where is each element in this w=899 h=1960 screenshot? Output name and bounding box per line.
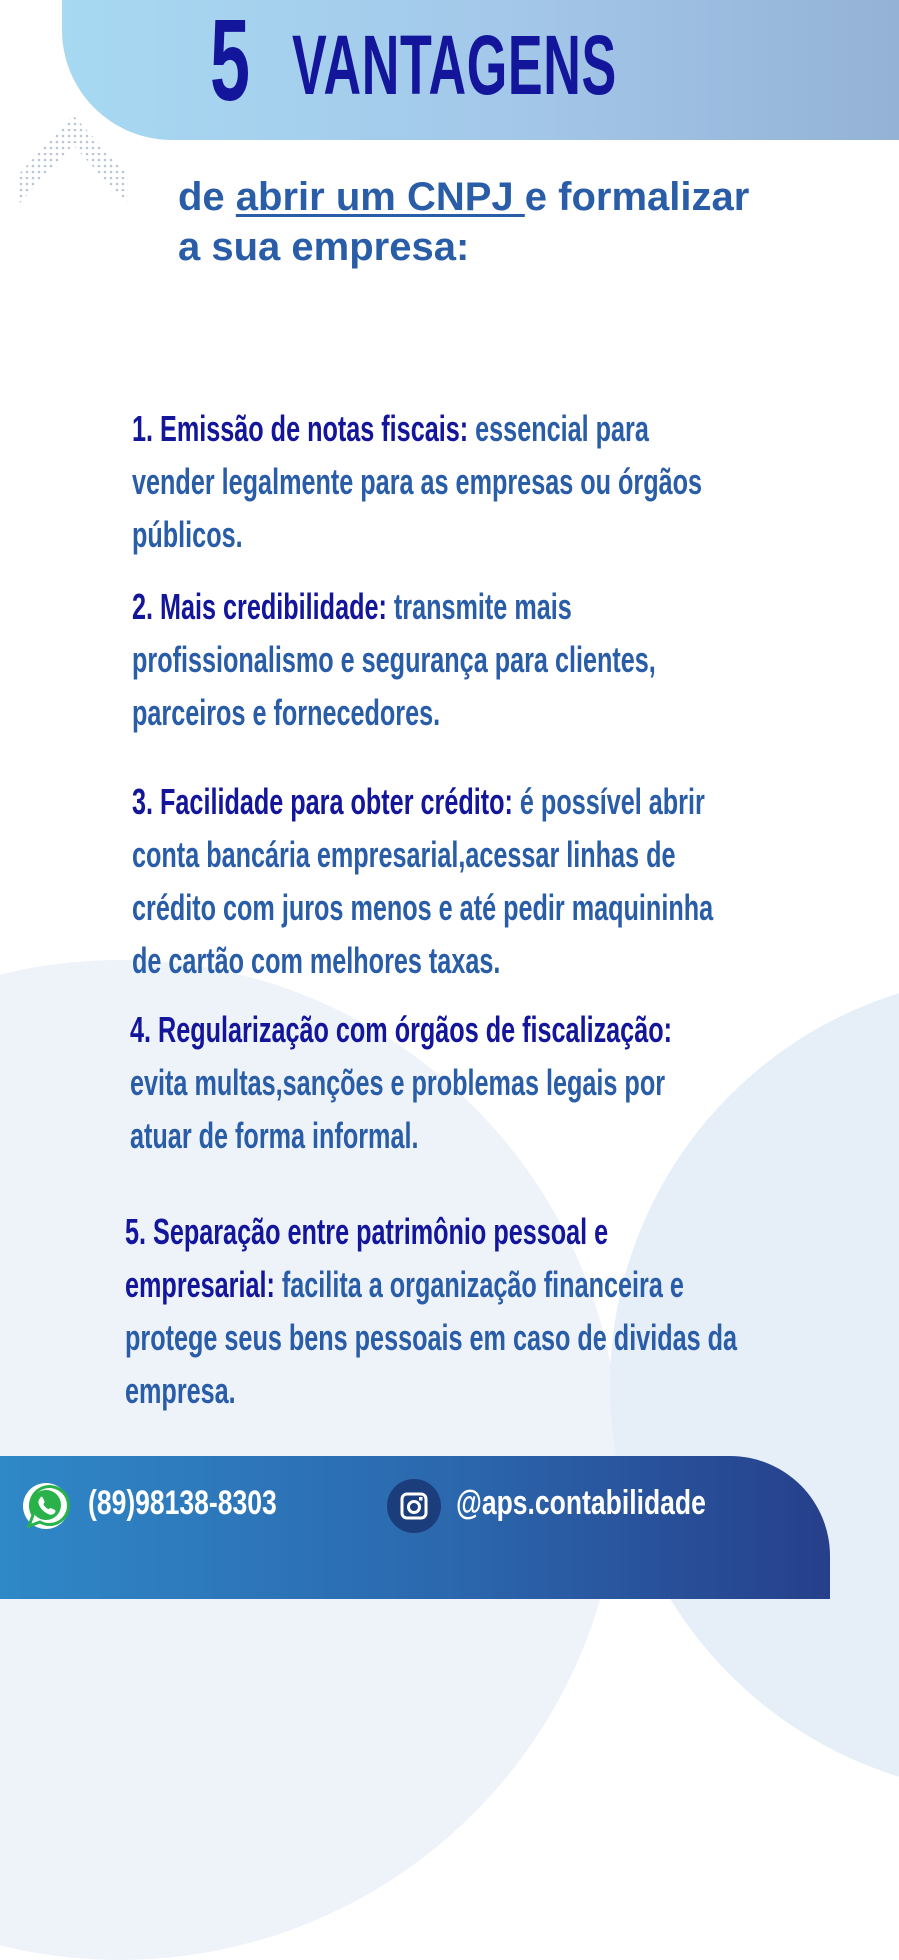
subtitle-text-before: de (178, 175, 236, 219)
item-text: evita multas,sanções e problemas legais por (130, 1062, 666, 1103)
item-text: parceiros e fornecedores. (132, 692, 441, 733)
item-text: conta bancária empresarial,acessar linhas de (132, 834, 676, 875)
subtitle-line2: a sua empresa: (178, 225, 470, 269)
advantage-item-3 (132, 775, 713, 987)
item-text: facilita a organização financeira e (274, 1264, 684, 1305)
item-text: empresa. (125, 1370, 236, 1411)
item-text: profissionalismo e segurança para clientes, (132, 639, 656, 680)
instagram-icon-badge[interactable] (387, 1479, 441, 1533)
instagram-handle[interactable]: @aps.contabilidade (456, 1484, 706, 1522)
subtitle-text-after: e formalizar (524, 175, 750, 219)
phone-number[interactable]: (89)98138-8303 (88, 1484, 277, 1522)
whatsapp-icon[interactable] (20, 1480, 72, 1532)
advantage-item-1 (132, 402, 702, 561)
instagram-icon[interactable] (387, 1479, 441, 1533)
item-text: é possível abrir (512, 781, 705, 822)
item-text: de cartão com melhores taxas. (132, 940, 501, 981)
item-lead: 2. Mais credibilidade: (132, 586, 387, 627)
item-text: protege seus bens pessoais em caso de dividas da (125, 1317, 738, 1358)
item-text: essencial para (468, 408, 649, 449)
item-text: vender legalmente para as empresas ou órgãos (132, 461, 703, 502)
title-word: VANTAGENS (292, 18, 617, 112)
subtitle (178, 172, 888, 272)
item-lead-continued: empresarial: (125, 1264, 275, 1305)
title-number: 5 (210, 0, 250, 125)
item-text: públicos. (132, 514, 243, 555)
item-text: transmite mais (386, 586, 572, 627)
item-lead: 1. Emissão de notas fiscais: (132, 408, 469, 449)
subtitle-underlined: abrir um CNPJ (235, 175, 525, 219)
item-lead: 4. Regularização com órgãos de fiscalização: (130, 1009, 672, 1050)
item-text: crédito com juros menos e até pedir maquininha (132, 887, 714, 928)
item-text: atuar de forma informal. (130, 1115, 419, 1156)
advantage-item-2 (132, 580, 656, 739)
item-lead: 3. Facilidade para obter crédito: (132, 781, 513, 822)
advantage-item-5 (125, 1205, 737, 1417)
advantage-item-4 (130, 1003, 672, 1162)
item-lead: 5. Separação entre patrimônio pessoal e (125, 1211, 609, 1252)
dot-pattern-decoration (18, 115, 128, 205)
